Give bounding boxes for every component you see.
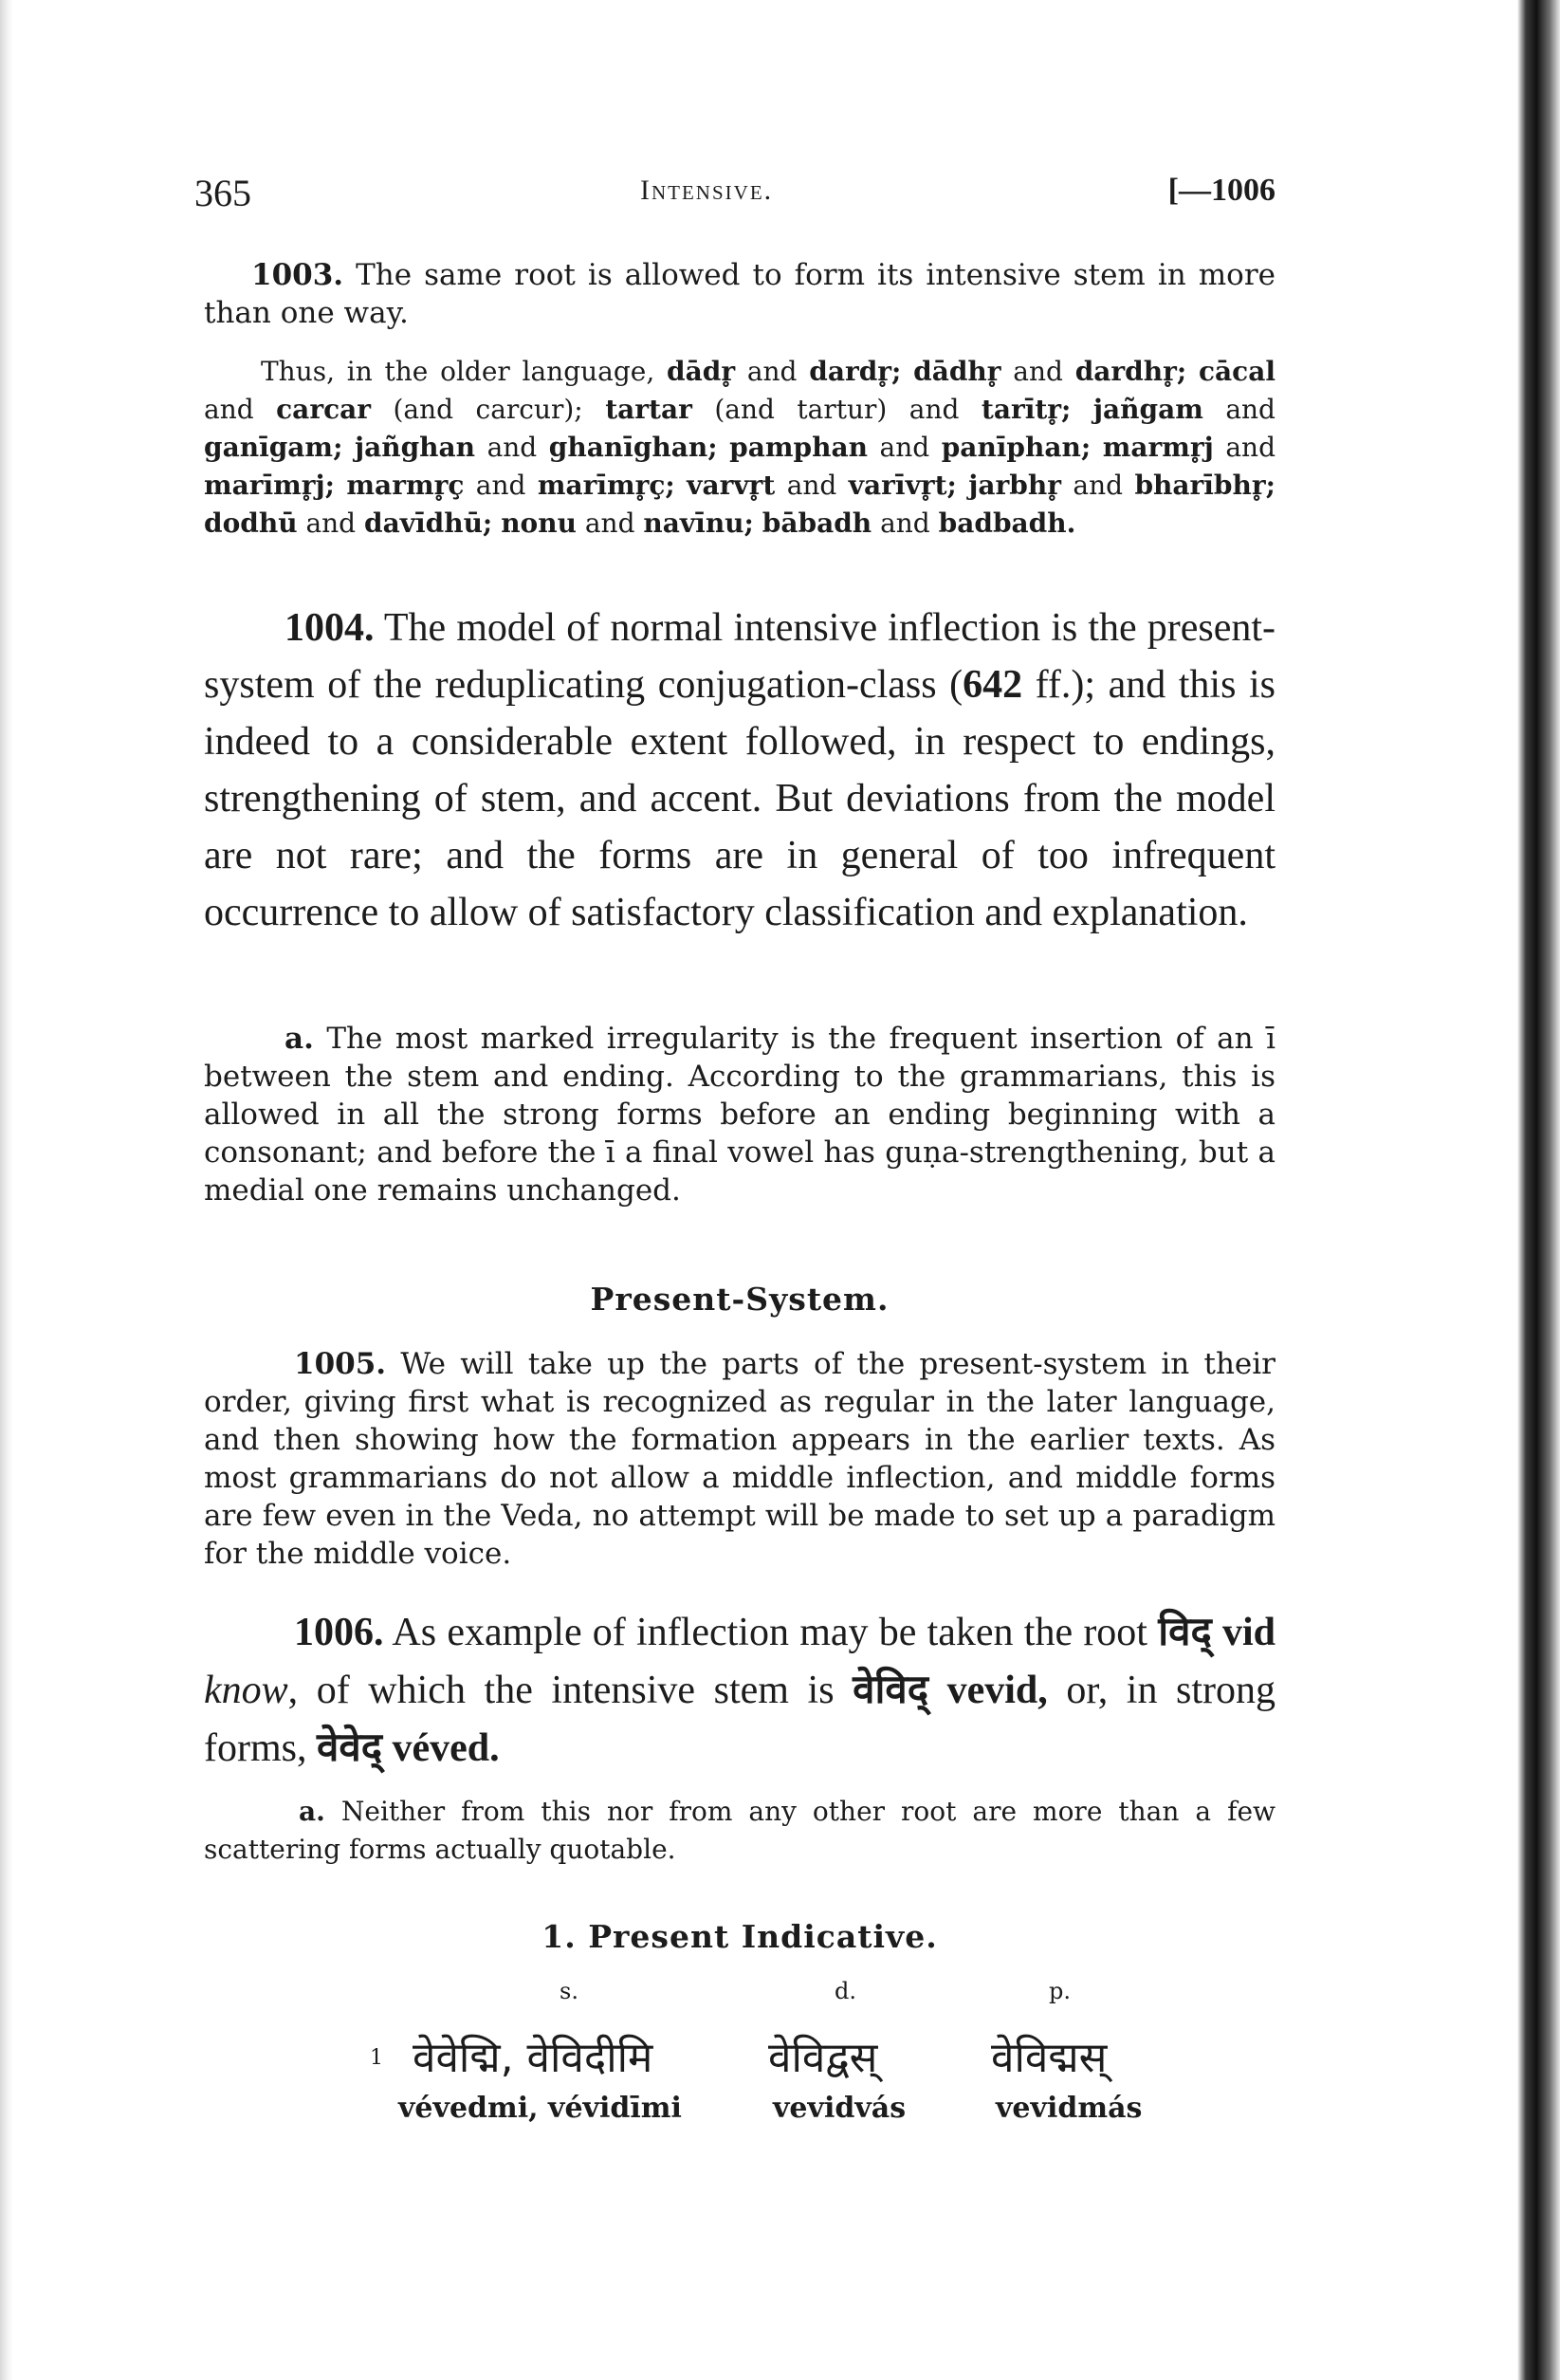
translit-plural: vevidmás xyxy=(996,2092,1143,2125)
paragraph-number: 1004. xyxy=(284,606,375,650)
running-title: Intensive. xyxy=(640,175,774,206)
example-form: marīmr̥j; xyxy=(204,470,336,501)
examples-lead: Thus, in the older language, xyxy=(261,356,655,387)
devanagari-plural: वेविद्मस् xyxy=(991,2034,1108,2082)
example-form: jañghan xyxy=(354,432,476,463)
paragraph-text: As example of inflection may be taken the root xyxy=(392,1611,1147,1654)
example-form: dardr̥; xyxy=(809,356,902,387)
devanagari-strong-stem: वेवेद् xyxy=(317,1724,383,1770)
root-form: vid xyxy=(1222,1611,1276,1654)
page-left-shadow xyxy=(0,0,13,2380)
paragraph-1004 xyxy=(204,600,1276,941)
example-conj: and xyxy=(786,470,837,501)
page-binding-edge xyxy=(1517,0,1560,2380)
row-number: 1 xyxy=(370,2046,383,2070)
example-conj: and xyxy=(584,507,635,539)
paragraph-number: 1005. xyxy=(294,1347,387,1381)
strong-stem-form: véved. xyxy=(392,1726,500,1770)
example-conj: and xyxy=(880,507,930,539)
root-gloss: know xyxy=(204,1669,288,1712)
sub-label: a. xyxy=(299,1796,325,1827)
example-form: badbadh. xyxy=(938,507,1076,539)
paradigm-table xyxy=(370,1978,1223,2139)
example-conj: and xyxy=(1225,432,1276,463)
paragraph-text: The model of normal intensive inflection is the present-system of the reduplicating conjugation-class ( xyxy=(204,606,1276,707)
paragraph-number: 1003. xyxy=(251,258,344,292)
column-header-dual: d. xyxy=(835,1978,856,2004)
devanagari-root: विद् xyxy=(1158,1608,1212,1654)
example-form: ganīgam; xyxy=(204,432,343,463)
paragraph-1005 xyxy=(204,1345,1276,1573)
section-range: [—1006 xyxy=(1167,173,1276,208)
example-form: bābadh xyxy=(762,507,872,539)
translit-singular: vévedmi, vévidīmi xyxy=(398,2092,682,2125)
examples-paragraph xyxy=(204,353,1276,543)
example-conj: and xyxy=(746,356,798,387)
paragraph-text: Neither from this nor from any other root are more than a few scattering forms actually quotable. xyxy=(204,1796,1276,1865)
paragraph-number: 1006. xyxy=(294,1611,384,1654)
page-number: 365 xyxy=(194,172,251,214)
paragraph-1004a xyxy=(204,1020,1276,1209)
example-conj: and xyxy=(305,507,357,539)
example-conj: and xyxy=(1013,356,1063,387)
paragraph-1003 xyxy=(204,256,1276,332)
example-form: jañgam xyxy=(1092,394,1203,425)
paragraph-1006 xyxy=(204,1603,1276,1777)
example-paren: (and tartur) xyxy=(714,394,888,425)
example-form: jarbhr̥ xyxy=(968,470,1061,501)
example-form: carcar xyxy=(276,394,372,425)
example-form: bharībhr̥; xyxy=(1134,470,1276,501)
paragraph-text: The most marked irregularity is the frequent insertion of an ī between the stem and ending. According to the grammarians, this is allowed in all the strong forms before an ending beginning with a consonant; and before the ī a final vowel has guṇa-strengthening, but a medial one remains unchanged. xyxy=(204,1022,1276,1208)
devanagari-dual: वेविद्वस् xyxy=(768,2034,878,2082)
example-form: nonu xyxy=(501,507,577,539)
example-form: pamphan xyxy=(729,432,868,463)
example-form: marmr̥ç xyxy=(346,470,465,501)
example-form: varīvr̥t; xyxy=(848,470,957,501)
section-reference: 642 xyxy=(963,663,1023,707)
subheading: 1. Present Indicative. xyxy=(541,1918,938,1955)
paragraph-text: , of which the intensive stem is xyxy=(287,1669,835,1712)
translit-dual: vevidvás xyxy=(773,2092,907,2125)
example-form: navīnu; xyxy=(643,507,754,539)
column-header-singular: s. xyxy=(560,1978,578,2004)
example-form: davīdhū; xyxy=(364,507,493,539)
example-conj: and xyxy=(1073,470,1124,501)
example-form: varvr̥t xyxy=(687,470,776,501)
paragraph-text: The same root is allowed to form its intensive stem in more than one way. xyxy=(204,258,1276,330)
example-conj: and xyxy=(475,470,526,501)
paragraph-text: or, in strong forms, xyxy=(204,1669,1276,1770)
example-conj: and xyxy=(879,432,930,463)
column-header-plural: p. xyxy=(1049,1978,1071,2004)
example-form: dodhū xyxy=(204,507,298,539)
example-form: marmr̥j xyxy=(1102,432,1214,463)
example-conj: and xyxy=(486,432,538,463)
section-heading: Present-System. xyxy=(590,1281,890,1318)
paragraph-1006a xyxy=(204,1793,1276,1869)
example-conj: and xyxy=(1225,394,1276,425)
stem-form: vevid, xyxy=(946,1669,1048,1712)
example-paren: (and carcur); xyxy=(393,394,583,425)
example-form: cācal xyxy=(1198,356,1276,387)
paragraph-text: We will take up the parts of the present-system in their order, giving first what is recognized as regular in the later language, and then showing how the formation appears in the earlier texts. As most grammarians do not allow a middle inflection, and middle forms are few even in the Veda, no attempt will be made to set up a paradigm for the middle voice. xyxy=(204,1347,1276,1571)
example-form: tarītr̥; xyxy=(981,394,1072,425)
devanagari-stem: वेविद् xyxy=(853,1666,929,1712)
example-form: dardhr̥; xyxy=(1074,356,1187,387)
devanagari-singular: वेवेद्मि, वेविदीमि xyxy=(413,2034,653,2082)
example-conj: and xyxy=(908,394,960,425)
example-form: marīmr̥ç; xyxy=(537,470,675,501)
running-header xyxy=(194,171,1276,218)
sub-label: a. xyxy=(284,1022,314,1056)
example-form: dādhr̥ xyxy=(913,356,1001,387)
example-form: ghanīghan; xyxy=(548,432,718,463)
example-form: dādr̥ xyxy=(667,356,736,387)
paragraph-text: ff.); and this is indeed to a considerable extent followed, in respect to endings, strengthening of stem, and accent. But deviations from the model are not rare; and the forms are in general of too infrequent occurrence to allow of satisfactory classification and explanation. xyxy=(204,663,1276,934)
example-form: panīphan; xyxy=(941,432,1092,463)
example-form: tartar xyxy=(605,394,692,425)
example-conj: and xyxy=(204,394,254,425)
